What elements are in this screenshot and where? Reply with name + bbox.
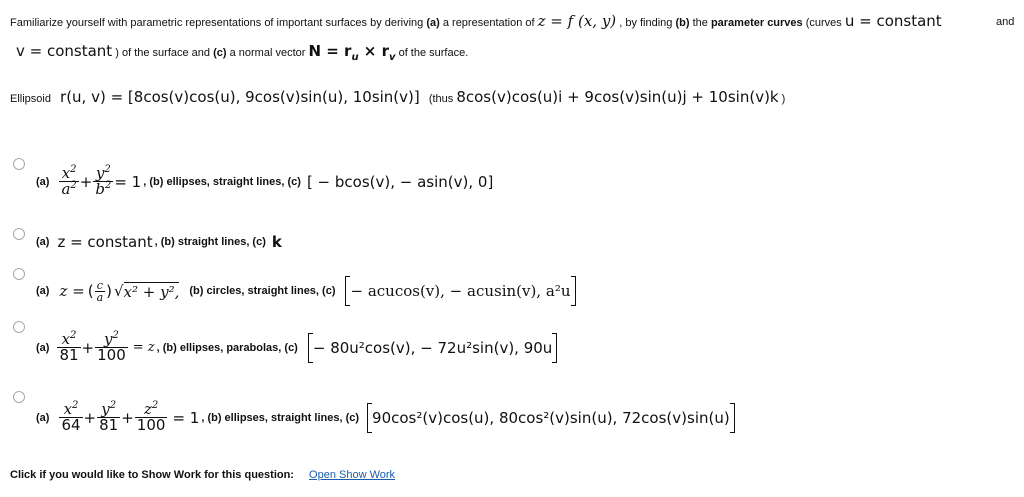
ellipsoid-line: Ellipsoid r(u, v) = [8cos(v)cos(u), 9cos(v)sin(u), 10sin(v)] (thus 8cos(v)cos(u)i + 9cos(v)sin(u)j + 10sin(v)k ) [10,88,786,106]
show-work-prompt: Click if you would like to Show Work for this question: [10,469,294,481]
option-1-radio[interactable] [13,158,25,170]
ellipsoid-label: Ellipsoid [10,93,51,105]
eq-v-constant: v = constant [16,42,113,60]
intro-line-2: v = constant ) of the surface and (c) a normal vector $N = r_u \times r_v$ of the surface. [16,42,469,63]
show-work-row [10,469,395,481]
option-4-radio[interactable] [13,321,25,333]
ellipsoid-vector: 8cos(v)cos(u)i + 9cos(v)sin(u)j + 10sin(v)k [456,88,779,106]
option-2-radio[interactable] [13,228,25,240]
option-5-radio[interactable] [13,391,25,403]
intro-line-1: Familiarize yourself with parametric representations of important surfaces by deriving (a) a representation of z = f (x, y) , by finding (b) the parameter curves (curves u = constant [10,12,942,30]
intro-and: and [996,16,1015,28]
option-3[interactable]: (a) z = ( $\frac{c}{a}$ ) √ x² + y², (b) circles, straight lines, (c) − acucos(v), − acusin(v), a²u [36,276,576,306]
option-2-normal: k [271,233,282,251]
option-3-radio[interactable] [13,268,25,280]
eq-z-fxy: z = f (x, y) [537,12,617,30]
eq-u-constant: u = constant [844,12,942,30]
option-5[interactable]: (a) $\frac{x^2}{64}$ + $\frac{y^2}{81}$ + $\frac{z^2}{100}$ = 1 , (b) ellipses, straight lines, (c) 90cos²(v)cos(u), 80cos²(v)sin(u), 72cos(v)sin(u) [36,402,735,433]
option-5-normal: 90cos²(v)cos(u), 80cos²(v)sin(u), 72cos(v)sin(u) [372,408,730,427]
option-4[interactable]: (a) $\frac{x^2}{81}$ + $\frac{y^2}{100}$ = z , (b) ellipses, parabolas, (c) − 80u²cos(v), − 72u²sin(v), 90u [36,332,557,363]
option-4-normal: − 80u²cos(v), − 72u²sin(v), 90u [312,338,553,357]
option-1[interactable]: (a) $\frac{x^2}{a^2}$ + $\frac{y^2}{b^2}$ = 1 , (b) ellipses, straight lines, (c) [ − bcos(v), − asin(v), 0] [36,164,494,198]
eq-normal-vector: $N = r_u \times r_v$ [308,42,396,63]
option-3-normal: − acucos(v), − acusin(v), a²u [350,282,571,300]
option-2[interactable]: (a) z = constant , (b) straight lines, (c) k [36,233,282,251]
open-show-work-link[interactable]: Open Show Work [309,469,396,481]
ellipsoid-r-def: r(u, v) = [8cos(v)cos(u), 9cos(v)sin(u), 10sin(v)] [60,88,420,106]
option-1-normal: [ − bcos(v), − asin(v), 0] [306,172,494,191]
